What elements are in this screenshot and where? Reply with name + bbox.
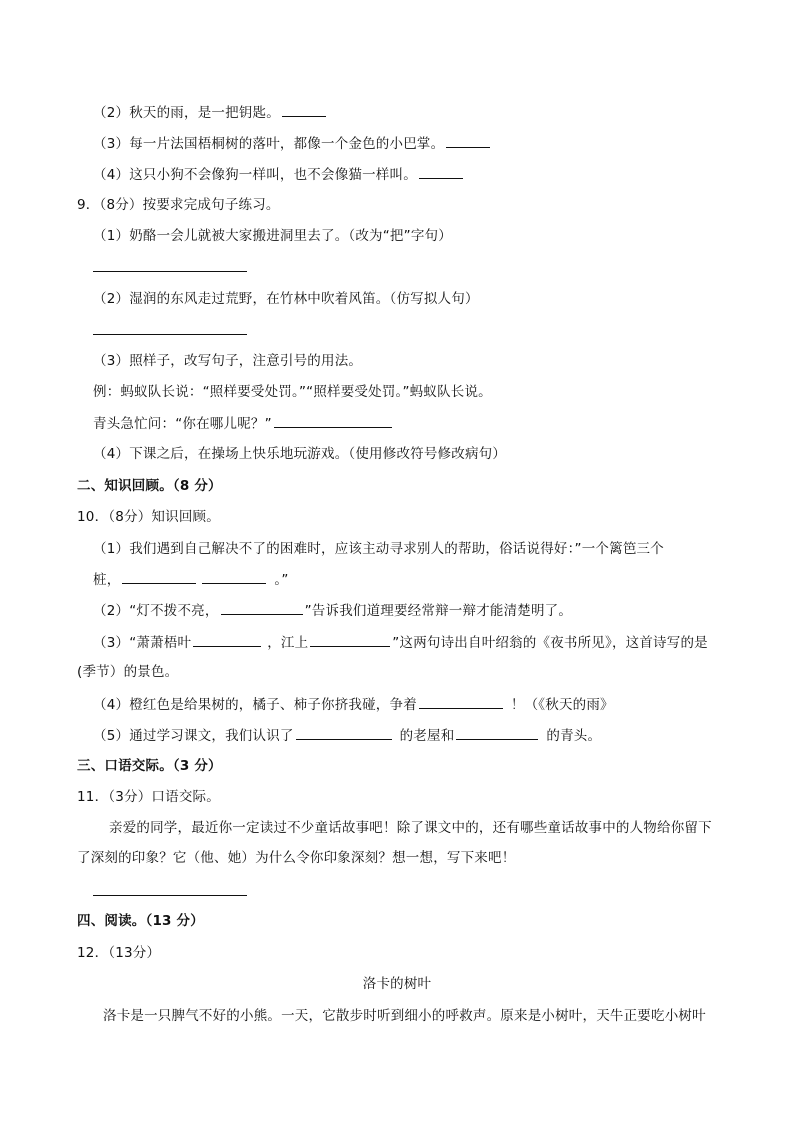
answer-blank[interactable] [202,569,266,584]
q10-item-2: （2）“灯不拨不亮， ”告诉我们道理要经常辩一辩才能清楚明了。 [93,600,572,621]
q10-item-1: （1）我们遇到自己解决不了的困难时，应该主动寻求别人的帮助，俗话说得好：”一个篱笆三个 [93,541,664,557]
answer-blank[interactable] [274,413,392,428]
q9-item-1: （1）奶酪一会儿就被大家搬进洞里去了。（改为“把”字句） [93,228,452,244]
q11-paragraph-line-2: 了深刻的印象？它（他、她）为什么令你印象深刻？想一想，写下来吧！ [77,850,516,866]
q10-item-3: （3）“萧萧梧叶 ，江上 ”这两句诗出自叶绍翁的《夜书所见》，这首诗写的是 [93,632,708,653]
section-4-heading: 四、阅读。（13 分） [77,913,204,929]
answer-blank[interactable] [122,569,196,584]
answer-blank[interactable] [456,725,538,740]
q8-item-3: （3）每一片法国梧桐树的落叶，都像一个金色的小巴掌。 [93,133,492,154]
answer-blank[interactable] [310,632,390,647]
section-2-heading: 二、知识回顾。（8 分） [77,478,222,494]
answer-blank[interactable] [193,632,261,647]
q10-item-4: （4）橙红色是给果树的，橘子、柿子你挤我碰，争着 ！（《秋天的雨》 [93,694,614,715]
story-title: 洛卡的树叶 [362,976,432,992]
answer-blank[interactable] [419,694,503,709]
q8-item-2: （2）秋天的雨，是一把钥匙。 [93,102,328,123]
q9-title: 9．（8分）按要求完成句子练习。 [77,197,280,213]
answer-line[interactable] [93,334,247,335]
q8-item-4: （4）这只小狗不会像狗一样叫，也不会像猫一样叫。 [93,164,465,185]
answer-blank[interactable] [282,102,326,117]
q10-item-5: （5）通过学习课文，我们认识了 的老屋和 的青头。 [93,725,601,746]
q11-paragraph-line-1: 亲爱的同学，最近你一定读过不少童话故事吧！除了课文中的，还有哪些童话故事中的人物给你留下 [109,820,712,836]
answer-blank[interactable] [446,133,490,148]
q11-title: 11．（3分）口语交际。 [77,789,220,805]
q9-item-3: （3）照样子，改写句子，注意引号的用法。 [93,353,363,369]
q12-title: 12．（13分） [77,945,161,961]
q10-item-3-cont: (季节）的景色。 [77,664,179,680]
answer-line[interactable] [93,271,247,272]
q10-title: 10．（8分）知识回顾。 [77,509,220,525]
story-paragraph-1: 洛卡是一只脾气不好的小熊。一天，它散步时听到细小的呼救声。原来是小树叶，天牛正要吃小树叶 [103,1008,706,1024]
answer-blank[interactable] [221,600,303,615]
q9-item-2: （2）湿润的东风走过荒野，在竹林中吹着风笛。（仿写拟人句） [93,291,479,307]
q10-item-1-cont: 桩， 。” [93,569,289,590]
answer-blank[interactable] [419,164,463,179]
answer-line[interactable] [93,895,247,896]
section-3-heading: 三、口语交际。（3 分） [77,758,222,774]
q9-task: 青头急忙问：“你在哪儿呢？” [93,413,394,434]
q9-example: 例：蚂蚁队长说：“照样要受处罚。”“照样要受处罚。”蚂蚁队长说。 [93,384,492,400]
q9-item-4: （4）下课之后，在操场上快乐地玩游戏。（使用修改符号修改病句） [93,446,507,462]
answer-blank[interactable] [296,725,392,740]
